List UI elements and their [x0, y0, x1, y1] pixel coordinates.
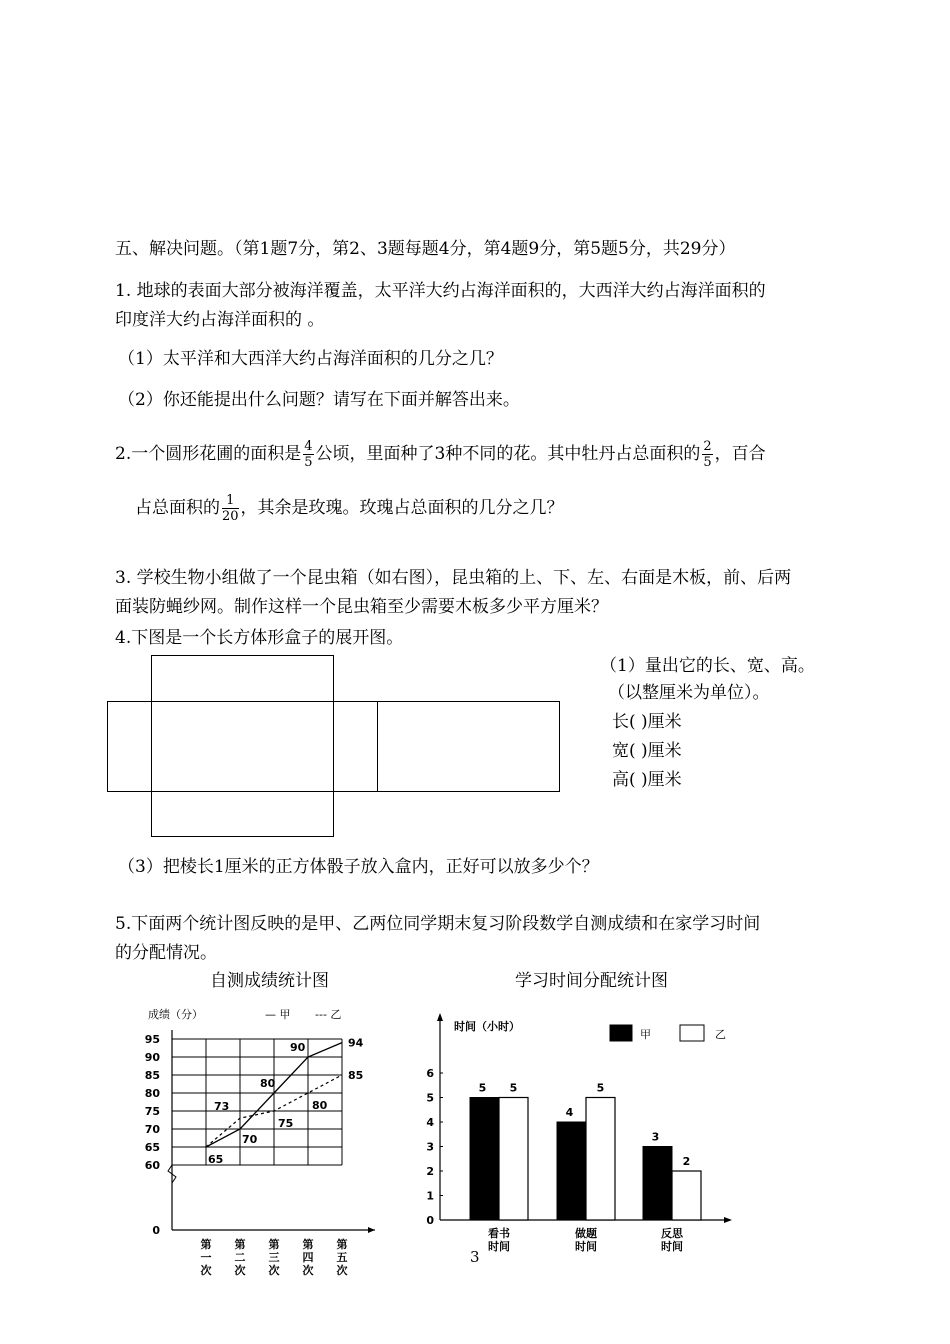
q4-title: 4.下图是一个长方体形盒子的展开图。 [115, 628, 404, 648]
x-axis-arrow [724, 1217, 732, 1223]
bar-jia [470, 1098, 499, 1221]
legend-jia: 甲 [640, 1028, 651, 1041]
data-label-yi: 2 [682, 1155, 691, 1168]
q3-line2: 面装防蝇纱网。制作这样一个昆虫箱至少需要木板多少平方厘米？ [115, 597, 608, 617]
bar-yi [672, 1171, 701, 1220]
net-front-face [151, 701, 334, 792]
q4-width: 宽( )厘米 [612, 741, 682, 761]
section-title: 五、解决问题。（第1题7分，第2、3题每题4分，第4题9分，第5题5分，共29分） [115, 239, 736, 259]
y-tick-label: 65 [144, 1141, 160, 1154]
y-tick-label: 75 [144, 1105, 160, 1118]
data-label-jia: 70 [242, 1133, 258, 1146]
q5-line2: 的分配情况。 [115, 943, 217, 963]
data-label-yi: 80 [312, 1099, 328, 1112]
q1-line2: 印度洋大约占海洋面积的 。 [115, 310, 325, 330]
y-axis-label: 时间（小时） [454, 1020, 520, 1033]
data-label-yi: 75 [278, 1117, 294, 1130]
x-tick-label-top: 看书 [488, 1227, 510, 1240]
y-tick-label: 95 [144, 1033, 160, 1046]
data-label-jia: 3 [651, 1130, 660, 1144]
fraction-2-5: $\frac{2}{5}$ [703, 439, 712, 470]
y-tick-label: 5 [426, 1091, 434, 1105]
fraction-1-20: $\frac{1}{20}$ [222, 493, 239, 524]
net-side-face [333, 701, 378, 792]
data-label-jia: 94 [348, 1036, 364, 1050]
page-number: 3 [470, 1248, 480, 1266]
q4-sub3: （3）把棱长1厘米的正方体骰子放入盒内，正好可以放多少个？ [118, 857, 599, 877]
x-tick-label: 第二次 [234, 1238, 246, 1277]
data-label-jia: 90 [290, 1041, 306, 1054]
q3-line1: 3. 学校生物小组做了一个昆虫箱（如右图），昆虫箱的上、下、左、右面是木板，前、后两 [115, 568, 792, 588]
x-tick-label-bottom: 时间 [661, 1240, 683, 1253]
score-line-chart [130, 1000, 390, 1280]
q4-height: 高( )厘米 [612, 770, 682, 790]
y-tick-label: 0 [426, 1214, 434, 1227]
y-tick-label: 90 [144, 1051, 160, 1064]
q4-r1: （1）量出它的长、宽、高。 [600, 656, 815, 676]
x-tick-label-bottom: 时间 [575, 1240, 597, 1253]
legend-yi: --- 乙 [315, 1008, 342, 1021]
bar-yi [586, 1098, 615, 1221]
x-tick-label-top: 做题 [575, 1227, 597, 1240]
y-tick-label: 6 [426, 1067, 434, 1080]
q5-line1: 5.下面两个统计图反映的是甲、乙两位同学期末复习阶段数学自测成绩和在家学习时间 [115, 914, 761, 934]
q1-line1: 1. 地球的表面大部分被海洋覆盖，太平洋大约占海洋面积的，大西洋大约占海洋面积的 [115, 281, 766, 301]
legend-yi: 乙 [715, 1028, 726, 1041]
x-tick-label: 第一次 [200, 1238, 212, 1277]
y-tick-label: 3 [426, 1140, 434, 1154]
data-label-jia: 80 [260, 1077, 276, 1090]
q4-length: 长( )厘米 [612, 712, 682, 732]
x-axis-arrow [368, 1227, 375, 1233]
y-tick-label: 70 [144, 1123, 160, 1136]
x-tick-label: 第四次 [302, 1238, 314, 1277]
y-tick-label: 0 [152, 1224, 160, 1237]
net-top-face [151, 655, 334, 702]
chart1-title: 自测成绩统计图 [210, 971, 329, 991]
y-axis-label: 成绩（分） [148, 1008, 203, 1021]
data-label-jia: 5 [478, 1081, 487, 1095]
legend-jia-swatch [610, 1025, 632, 1041]
data-label-jia: 65 [208, 1153, 224, 1166]
data-label-yi: 73 [214, 1100, 230, 1114]
legend-yi-swatch [680, 1025, 704, 1041]
chart2-title: 学习时间分配统计图 [515, 971, 668, 991]
bar-jia [557, 1122, 586, 1220]
q1-sub2: （2）你还能提出什么问题？请写在下面并解答出来。 [118, 390, 520, 410]
q4-r2: （以整厘米为单位）。 [608, 683, 770, 703]
q2-line2: 占总面积的 $\frac{1}{20}$ ，其余是玫瑰。玫瑰占总面积的几分之几？ [135, 493, 564, 524]
x-tick-label: 第三次 [268, 1238, 280, 1277]
q1-sub1: （1）太平洋和大西洋大约占海洋面积的几分之几？ [118, 349, 503, 369]
study-time-bar-chart [410, 1005, 750, 1265]
data-label-yi: 5 [509, 1081, 518, 1095]
bar-yi [499, 1098, 528, 1221]
data-label-jia: 4 [565, 1106, 574, 1119]
y-tick-label: 2 [426, 1165, 434, 1178]
x-tick-label-top: 反思 [661, 1227, 683, 1240]
y-tick-label: 85 [144, 1069, 160, 1082]
bar-jia [643, 1147, 672, 1221]
data-label-yi: 85 [348, 1069, 364, 1082]
net-bottom-face [151, 791, 334, 837]
x-tick-label-bottom: 时间 [488, 1240, 510, 1253]
y-tick-label: 1 [426, 1189, 434, 1203]
q2-line1: 2.一个圆形花圃的面积是 $\frac{4}{5}$ 公顷，里面种了3种不同的花。其中牡丹占总面积的 $\frac{2}{5}$ ，百合 [115, 439, 766, 470]
y-tick-label: 60 [144, 1159, 160, 1172]
data-label-yi: 5 [596, 1081, 605, 1095]
y-axis-arrow [437, 1013, 443, 1021]
x-tick-label: 第五次 [336, 1238, 348, 1277]
fraction-4-5: $\frac{4}{5}$ [304, 439, 313, 470]
y-tick-label: 4 [426, 1116, 434, 1129]
y-tick-label: 80 [144, 1087, 160, 1100]
legend-jia: — 甲 [265, 1008, 291, 1021]
